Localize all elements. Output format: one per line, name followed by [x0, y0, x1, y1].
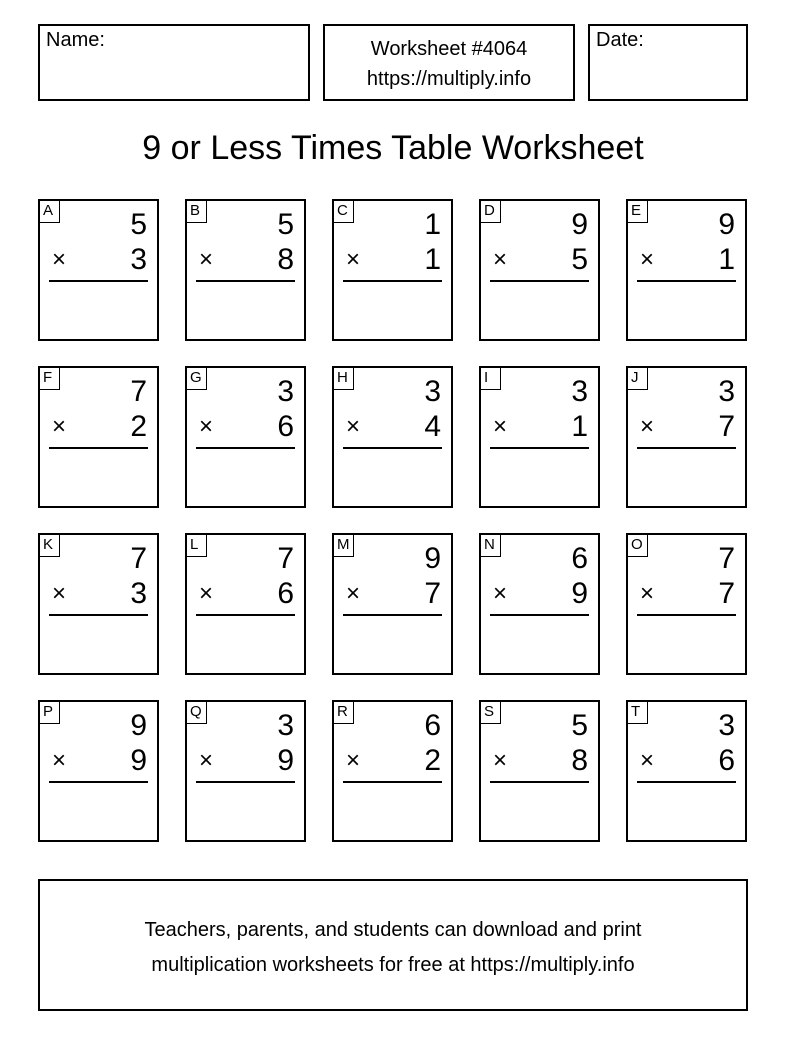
multiplier: 6	[277, 410, 294, 443]
problem-letter: A	[40, 201, 60, 223]
answer-line	[490, 447, 589, 449]
multiply-sign: ×	[640, 246, 655, 273]
multiplicand: 3	[424, 375, 441, 408]
problem-letter: O	[628, 535, 648, 557]
problem-card	[626, 366, 747, 508]
multiply-sign: ×	[346, 246, 361, 273]
problem-letter: T	[628, 702, 648, 724]
answer-line	[637, 781, 736, 783]
answer-line	[637, 614, 736, 616]
multiplicand: 9	[424, 542, 441, 575]
multiplier: 3	[130, 243, 147, 276]
multiplicand: 5	[571, 709, 588, 742]
multiplier: 1	[718, 243, 735, 276]
problem-letter: R	[334, 702, 354, 724]
multiplier: 1	[424, 243, 441, 276]
multiplier: 1	[571, 410, 588, 443]
multiply-sign: ×	[52, 580, 67, 607]
problem-letter: N	[481, 535, 501, 557]
multiplicand: 6	[571, 542, 588, 575]
problem-card	[38, 533, 159, 675]
answer-line	[343, 614, 442, 616]
answer-line	[637, 447, 736, 449]
multiply-sign: ×	[199, 413, 214, 440]
multiplier: 7	[718, 410, 735, 443]
multiply-sign: ×	[640, 413, 655, 440]
multiplier: 2	[130, 410, 147, 443]
problem-letter: S	[481, 702, 501, 724]
multiplier: 3	[130, 577, 147, 610]
problem-letter: M	[334, 535, 354, 557]
answer-line	[49, 781, 148, 783]
multiplicand: 3	[571, 375, 588, 408]
problem-letter: J	[628, 368, 648, 390]
problem-letter: Q	[187, 702, 207, 724]
multiplier: 8	[571, 744, 588, 777]
footer-text	[40, 913, 746, 983]
date-field-box[interactable]	[588, 24, 748, 101]
multiplicand: 3	[277, 709, 294, 742]
problem-card	[479, 533, 600, 675]
multiplier: 4	[424, 410, 441, 443]
problem-letter: P	[40, 702, 60, 724]
problem-card	[332, 533, 453, 675]
multiplicand: 5	[130, 208, 147, 241]
footer-line-1: Teachers, parents, and students can download and print	[144, 919, 642, 941]
multiply-sign: ×	[346, 747, 361, 774]
problem-letter: K	[40, 535, 60, 557]
problem-card	[479, 366, 600, 508]
footer-line-2: multiplication worksheets for free at https://multiply.info	[151, 954, 635, 976]
multiplicand: 7	[130, 375, 147, 408]
multiplier: 2	[424, 744, 441, 777]
problem-card	[332, 700, 453, 842]
multiplier: 9	[130, 744, 147, 777]
answer-line	[490, 280, 589, 282]
date-label: Date:	[596, 29, 644, 51]
problem-letter: H	[334, 368, 354, 390]
multiply-sign: ×	[493, 580, 508, 607]
answer-line	[490, 614, 589, 616]
problem-letter: D	[481, 201, 501, 223]
answer-line	[49, 447, 148, 449]
problem-letter: C	[334, 201, 354, 223]
answer-line	[49, 280, 148, 282]
answer-line	[196, 781, 295, 783]
multiplier: 7	[718, 577, 735, 610]
multiplicand: 7	[718, 542, 735, 575]
multiplier: 6	[277, 577, 294, 610]
problem-card	[185, 366, 306, 508]
problem-card	[479, 700, 600, 842]
multiply-sign: ×	[199, 747, 214, 774]
problem-card	[626, 533, 747, 675]
problem-card	[185, 533, 306, 675]
multiply-sign: ×	[52, 413, 67, 440]
problem-card	[38, 199, 159, 341]
footer-box	[38, 879, 748, 1011]
worksheet-number: Worksheet #4064	[370, 38, 528, 60]
name-label: Name:	[46, 29, 105, 51]
problem-card	[185, 700, 306, 842]
multiplicand: 3	[277, 375, 294, 408]
multiplicand: 7	[130, 542, 147, 575]
multiplier: 8	[277, 243, 294, 276]
problem-letter: E	[628, 201, 648, 223]
answer-line	[343, 280, 442, 282]
multiplicand: 9	[130, 709, 147, 742]
answer-line	[49, 614, 148, 616]
problem-card	[332, 366, 453, 508]
worksheet-url[interactable]: https://multiply.info	[366, 68, 532, 90]
problem-letter: G	[187, 368, 207, 390]
problem-letter: I	[481, 368, 501, 390]
multiply-sign: ×	[52, 246, 67, 273]
worksheet-info-box	[323, 24, 575, 101]
multiplicand: 5	[277, 208, 294, 241]
multiply-sign: ×	[346, 413, 361, 440]
problem-card	[479, 199, 600, 341]
multiply-sign: ×	[199, 246, 214, 273]
multiplier: 5	[571, 243, 588, 276]
multiplicand: 9	[718, 208, 735, 241]
multiplicand: 9	[571, 208, 588, 241]
answer-line	[196, 614, 295, 616]
multiply-sign: ×	[199, 580, 214, 607]
problem-card	[626, 199, 747, 341]
multiply-sign: ×	[640, 580, 655, 607]
multiply-sign: ×	[640, 747, 655, 774]
multiplicand: 6	[424, 709, 441, 742]
problem-grid	[38, 199, 748, 843]
multiplicand: 1	[424, 208, 441, 241]
answer-line	[343, 781, 442, 783]
multiplier: 9	[277, 744, 294, 777]
multiply-sign: ×	[493, 246, 508, 273]
answer-line	[343, 447, 442, 449]
multiplicand: 3	[718, 375, 735, 408]
multiplier: 6	[718, 744, 735, 777]
problem-card	[332, 199, 453, 341]
multiplier: 7	[424, 577, 441, 610]
answer-line	[196, 447, 295, 449]
answer-line	[196, 280, 295, 282]
name-field-box[interactable]	[38, 24, 310, 101]
multiply-sign: ×	[346, 580, 361, 607]
multiplicand: 7	[277, 542, 294, 575]
problem-card	[185, 199, 306, 341]
multiply-sign: ×	[52, 747, 67, 774]
problem-letter: L	[187, 535, 207, 557]
problem-letter: F	[40, 368, 60, 390]
answer-line	[490, 781, 589, 783]
problem-card	[38, 700, 159, 842]
page-title: 9 or Less Times Table Worksheet	[142, 129, 644, 167]
multiply-sign: ×	[493, 747, 508, 774]
multiplier: 9	[571, 577, 588, 610]
problem-card	[626, 700, 747, 842]
multiplicand: 3	[718, 709, 735, 742]
problem-card	[38, 366, 159, 508]
problem-letter: B	[187, 201, 207, 223]
multiply-sign: ×	[493, 413, 508, 440]
answer-line	[637, 280, 736, 282]
